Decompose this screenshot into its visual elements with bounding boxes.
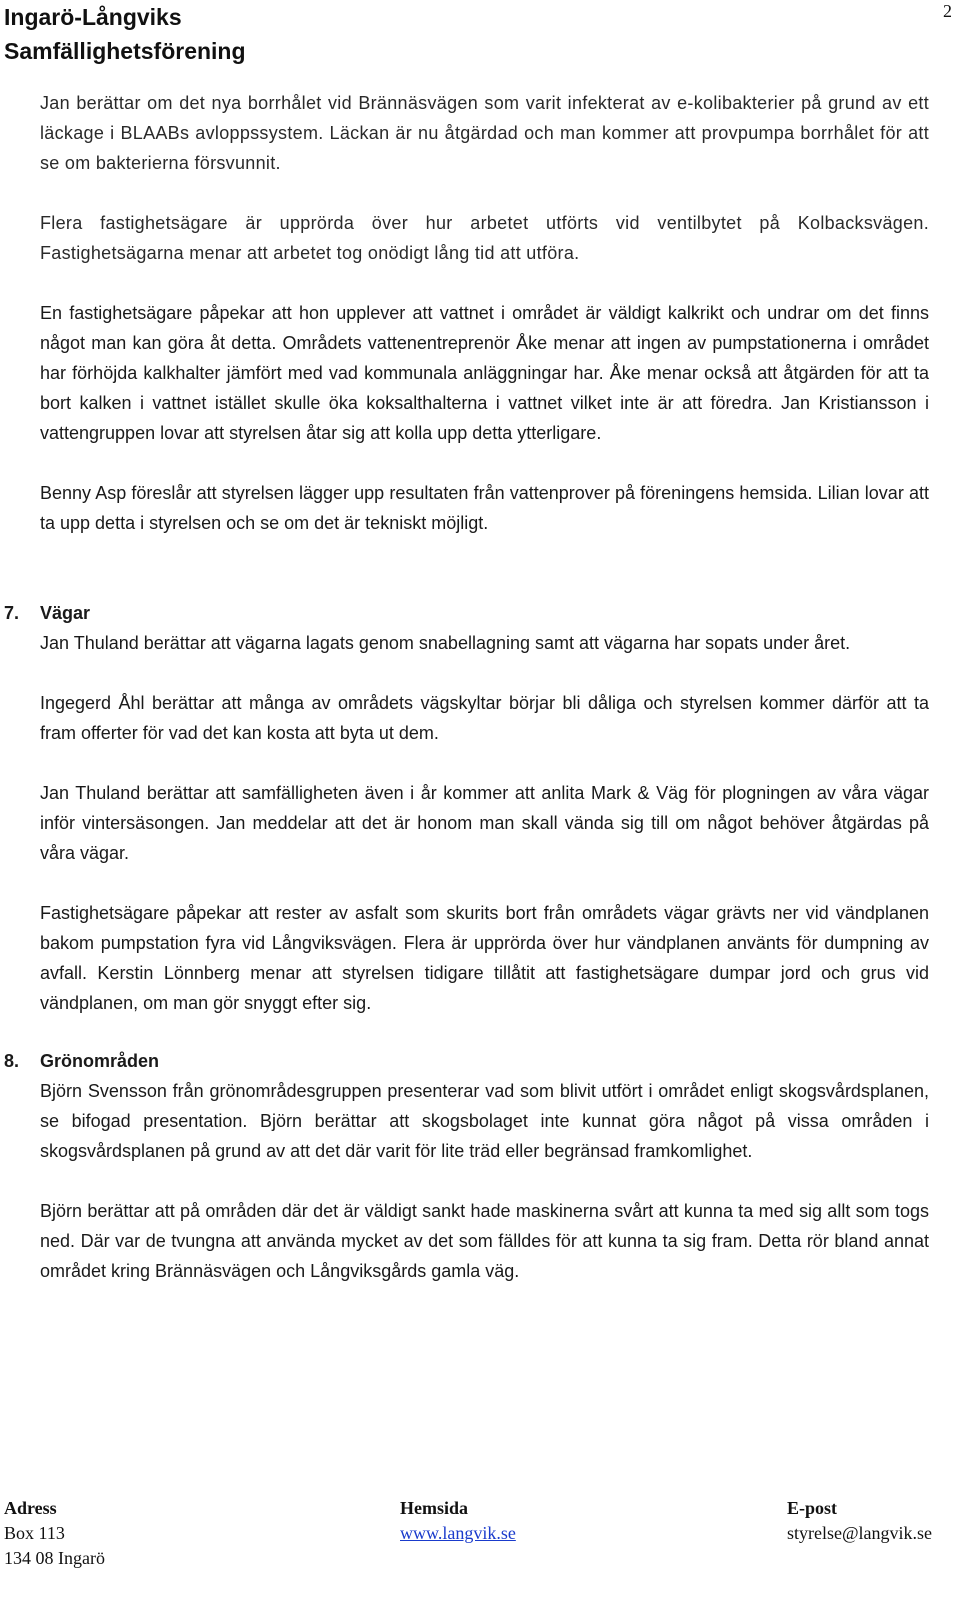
section-number: 7. — [4, 603, 20, 623]
paragraph-asphalt-dumping: Fastighetsägare påpekar att rester av asfalt som skurits bort från områdets vägar grävts ner vid vändplanen bakom pumpstation fyra vid Långviksvägen. Flera är upprörda över hur vändplanen använts för dumpning av avfall. Kerstin Lönnberg menar att styrelsen tidigare tillåtit att fastighetsägare dumpar jord och grus vid vändplanen, om man gör snyggt efter sig. — [40, 903, 929, 1013]
page-number: 2 — [943, 1, 952, 21]
section-spacer — [40, 538, 929, 598]
paragraph-wet-areas: Björn berättar att på områden där det är väldigt sankt hade maskinerna svårt att kunna ta med sig allt som togs ned. Där var de tvungna att använda mycket av det som fälldes för att kunna ta sig fram. Detta rör bland annat området kring Brännäsvägen och Långviksgårds gamla väg. — [40, 1201, 929, 1281]
paragraph-snow-plowing: Jan Thuland berättar att samfälligheten även i år kommer att anlita Mark & Väg för plogningen av våra vägar inför vintersäsongen. Jan meddelar att det är honom man skall vända sig till om något behöver åtgärdas på våra vägar. — [40, 783, 929, 863]
section-heading-gronomraden — [4, 1046, 929, 1076]
address-line2: 134 08 Ingarö — [4, 1548, 105, 1568]
paragraph-road-repair: Jan Thuland berättar att vägarna lagats genom snabellagning samt att vägarna har sopats under året. — [40, 633, 851, 653]
paragraph-water-samples: Benny Asp föreslår att styrelsen lägger upp resultaten från vattenprover på föreningens hemsida. Lilian lovar att ta upp detta i styrelsen och se om det är tekniskt möjligt. — [40, 483, 929, 533]
footer-website — [400, 1496, 516, 1546]
section-heading-vagar — [4, 598, 929, 628]
section-title: Vägar — [40, 603, 91, 623]
organization-header — [4, 0, 246, 68]
paragraph-valve-replacement: Flera fastighetsägare är upprörda över hur arbetet utförts vid ventilbytet på Kolbacksvägen. Fastighetsägarna menar att arbetet tog onödigt lång tid att utföra. — [40, 213, 929, 263]
email-label: E-post — [786, 1498, 837, 1518]
paragraph-borehole: Jan berättar om det nya borrhålet vid Brännäsvägen som varit infekterat av e-kolibakterier på grund av ett läckage i BLAABs avloppssystem. Läckan är nu åtgärdad och man kommer att provpumpa borrhålet för att se om bakterierna försvunnit. — [40, 93, 929, 173]
footer-email — [787, 1496, 932, 1546]
paragraph-road-signs: Ingegerd Åhl berättar att många av områdets vägskyltar börjar bli dåliga och styrelsen kommer därför att ta fram offerter för vad det kan kosta att byta ut dem. — [40, 693, 929, 743]
website-link[interactable]: www.langvik.se — [400, 1523, 516, 1543]
section-title: Grönområden — [40, 1051, 160, 1071]
section-number: 8. — [4, 1051, 20, 1071]
paragraph-forest-plan: Björn Svensson från grönområdesgruppen presenterar vad som blivit utfört i området enligt skogsvårdsplanen, se bifogad presentation. Björn berättar att skogsbolaget inte kunnat göra något på vissa områden i skogsvårdsplanen på grund av att det där varit för lite träd eller begränsad framkomlighet. — [40, 1081, 929, 1161]
org-name-line2: Samfällighetsförening — [4, 38, 246, 64]
address-label: Adress — [4, 1498, 57, 1518]
address-line1: Box 113 — [4, 1523, 65, 1543]
website-label: Hemsida — [400, 1498, 469, 1518]
footer-address — [4, 1496, 105, 1571]
org-name-line1: Ingarö-Långviks — [4, 4, 182, 30]
paragraph-lime-water: En fastighetsägare påpekar att hon upplever att vattnet i området är väldigt kalkrikt och undrar om det finns något man kan göra åt detta. Områdets vattenentreprenör Åke menar att ingen av pumpstationerna i området har förhöjda kalkhalter jämfört med vad kommunala anläggningar har. Åke menar också att åtgärden för att ta bort kalken i vattnet istället skulle öka koksalthalterna i vattnet vilket inte är att föredra. Jan Kristiansson i vattengruppen lovar att styrelsen åtar sig att kolla upp detta ytterligare. — [40, 303, 929, 443]
document-body — [4, 88, 929, 1286]
email-address: styrelse@langvik.se — [786, 1523, 932, 1543]
